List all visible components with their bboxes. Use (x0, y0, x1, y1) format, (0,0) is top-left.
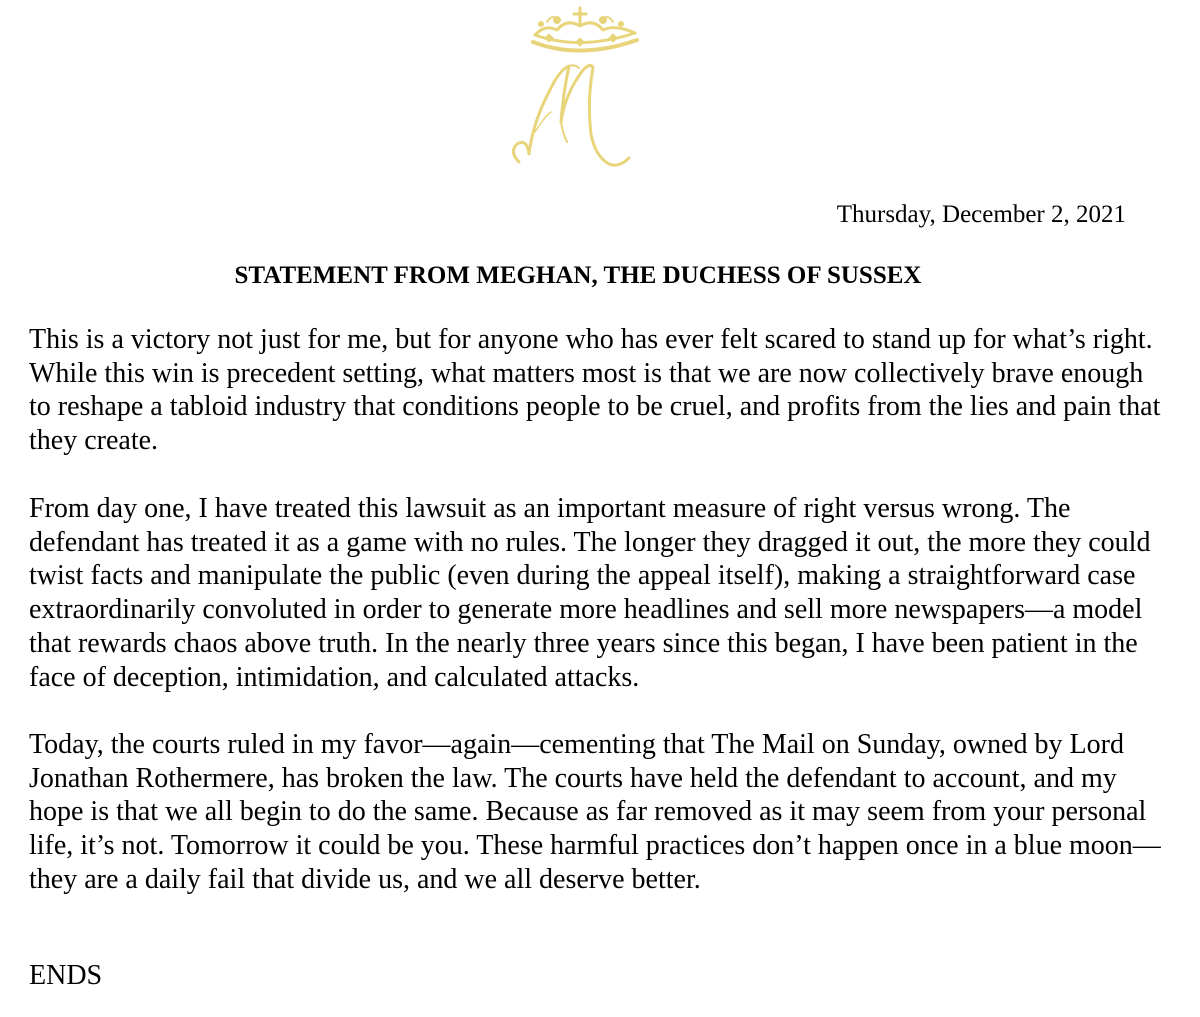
statement-title: STATEMENT FROM MEGHAN, THE DUCHESS OF SUSSEX (234, 262, 922, 289)
statement-closing: ENDS (29, 960, 103, 991)
statement-paragraph-3: Today, the courts ruled in my favor—again—cementing that The Mail on Sunday, owned by Lord Jonathan Rothermere, has broken the law. The courts have held the defendant to account, and my hope is that we all begin to do the same. Because as far removed as it may seem from your personal life, it’s not. Tomorrow it could be you. These harmful practices don’t happen once in a blue moon—they are a daily fail that divide us, and we all deserve better. (29, 729, 1161, 895)
crown-monogram-icon (505, 4, 655, 170)
statement-date: Thursday, December 2, 2021 (836, 201, 1126, 228)
statement-paragraph-2: From day one, I have treated this lawsuit as an important measure of right versus wrong. The defendant has treated it as a game with no rules. The longer they dragged it out, the more they could twist facts and manipulate the public (even during the appeal itself), making a straightforward case extraordinarily convoluted in order to generate more headlines and sell more newspapers—a model that rewards chaos above truth. In the nearly three years since this began, I have been patient in the face of deception, intimidation, and calculated attacks. (29, 493, 1151, 693)
statement-paragraph-1: This is a victory not just for me, but for anyone who has ever felt scared to stand up for what’s right. While this win is precedent setting, what matters most is that we are now collectively brave enough to reshape a tabloid industry that conditions people to be cruel, and profits from the lies and pain that they create. (29, 324, 1161, 457)
